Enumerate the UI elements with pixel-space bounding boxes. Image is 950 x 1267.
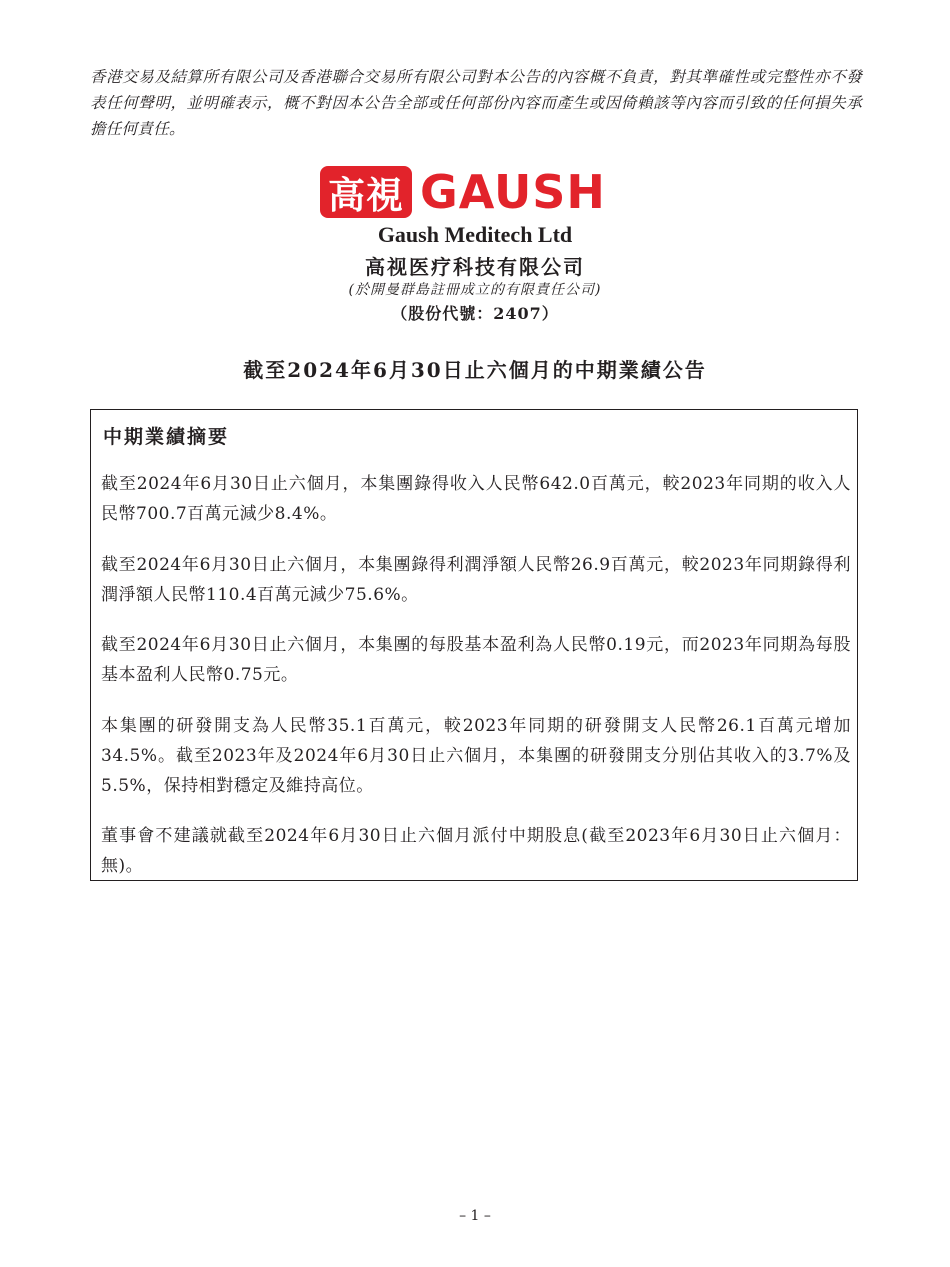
stock-code: （股份代號：2407） <box>391 304 559 323</box>
document-title: 截至2024年6月30日止六個月的中期業績公告 <box>243 358 707 382</box>
summary-box <box>90 409 858 881</box>
summary-paragraph-revenue: 截至2024年6月30日止六個月，本集團錄得收入人民幣642.0百萬元，較2023年同期的收入人民幣700.7百萬元減少8.4%。 <box>101 474 851 524</box>
summary-paragraph-rd-expenses: 本集團的研發開支為人民幣35.1百萬元，較2023年同期的研發開支人民幣26.1百萬元增加34.5%。截至2023年及2024年6月30日止六個月，本集團的研發開支分別佔其收入的3.7%及5.5%，保持相對穩定及維持高位。 <box>101 716 851 796</box>
company-logo <box>320 166 606 218</box>
logo-chinese-mark: 高視 <box>320 166 412 218</box>
page-number: – 1 – <box>459 1208 491 1224</box>
summary-paragraph-eps: 截至2024年6月30日止六個月，本集團的每股基本盈利為人民幣0.19元，而2023年同期為每股基本盈利人民幣0.75元。 <box>101 635 851 685</box>
summary-paragraph-dividend: 董事會不建議就截至2024年6月30日止六個月派付中期股息(截至2023年6月30日止六個月：無)。 <box>101 826 851 876</box>
incorporation-note: (於開曼群島註冊成立的有限責任公司) <box>348 282 602 298</box>
company-name-english: Gaush Meditech Ltd <box>377 222 573 247</box>
company-name-chinese: 高视医疗科技有限公司 <box>365 255 585 279</box>
disclaimer-text: 香港交易及結算所有限公司及香港聯合交易所有限公司對本公告的內容概不負責，對其準確性或完整性亦不發表任何聲明，並明確表示，概不對因本公告全部或任何部份內容而產生或因倚賴該等內容而引致的任何損失承擔任何責任。 <box>90 68 862 138</box>
summary-paragraph-net-profit: 截至2024年6月30日止六個月，本集團錄得利潤淨額人民幣26.9百萬元，較2023年同期錄得利潤淨額人民幣110.4百萬元減少75.6%。 <box>101 555 851 605</box>
summary-heading: 中期業績摘要 <box>103 426 230 448</box>
logo-english-wordmark: GAUSH <box>420 165 606 219</box>
